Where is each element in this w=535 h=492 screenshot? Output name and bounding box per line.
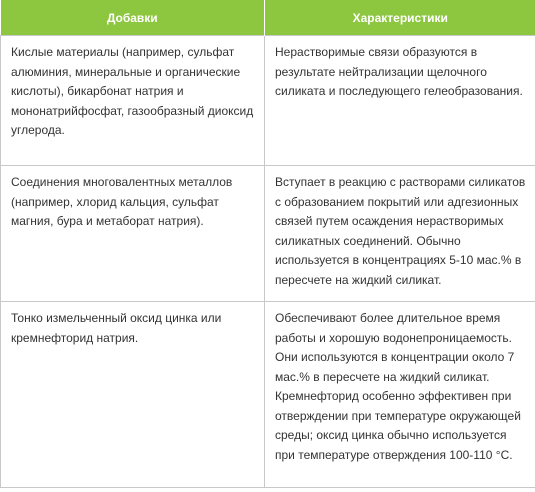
header-characteristics: Характеристики <box>265 0 535 36</box>
table-row <box>1 36 535 166</box>
characteristic-cell: Вступает в реакцию с растворами силикатов с образованием покрытий или адгезионных связей путем осаждения нерастворимых силикатных соединений. Обычно используется в концентрациях 5-10 мас.% в пересчете на жидкий силикат. <box>265 166 535 302</box>
table-row <box>1 166 535 302</box>
header-row <box>1 0 535 36</box>
additive-cell: Кислые материалы (например, сульфат алюминия, минеральные и органические кислоты), бикарбонат натрия и мононатрийфосфат, газообразный диоксид углерода. <box>1 36 265 166</box>
additive-cell: Тонко измельченный оксид цинка или кремнефторид натрия. <box>1 302 265 488</box>
table-row <box>1 302 535 488</box>
characteristic-cell: Нерастворимые связи образуются в результате нейтрализации щелочного силиката и последующего гелеобразования. <box>265 36 535 166</box>
header-additives: Добавки <box>1 0 265 36</box>
table-header <box>1 0 535 36</box>
characteristic-cell: Обеспечивают более длительное время работы и хорошую водонепроницаемость. Они используются в концентрации около 7 мас.% в пересчете на жидкий силикат. Кремнефторид особенно эффективен при отверждении при температуре окружающей среды; оксид цинка обычно используется при температуре отверждения 100-110 °C. <box>265 302 535 488</box>
table-body <box>1 36 535 488</box>
additive-cell: Соединения многовалентных металлов (например, хлорид кальция, сульфат магния, бура и метаборат натрия). <box>1 166 265 302</box>
